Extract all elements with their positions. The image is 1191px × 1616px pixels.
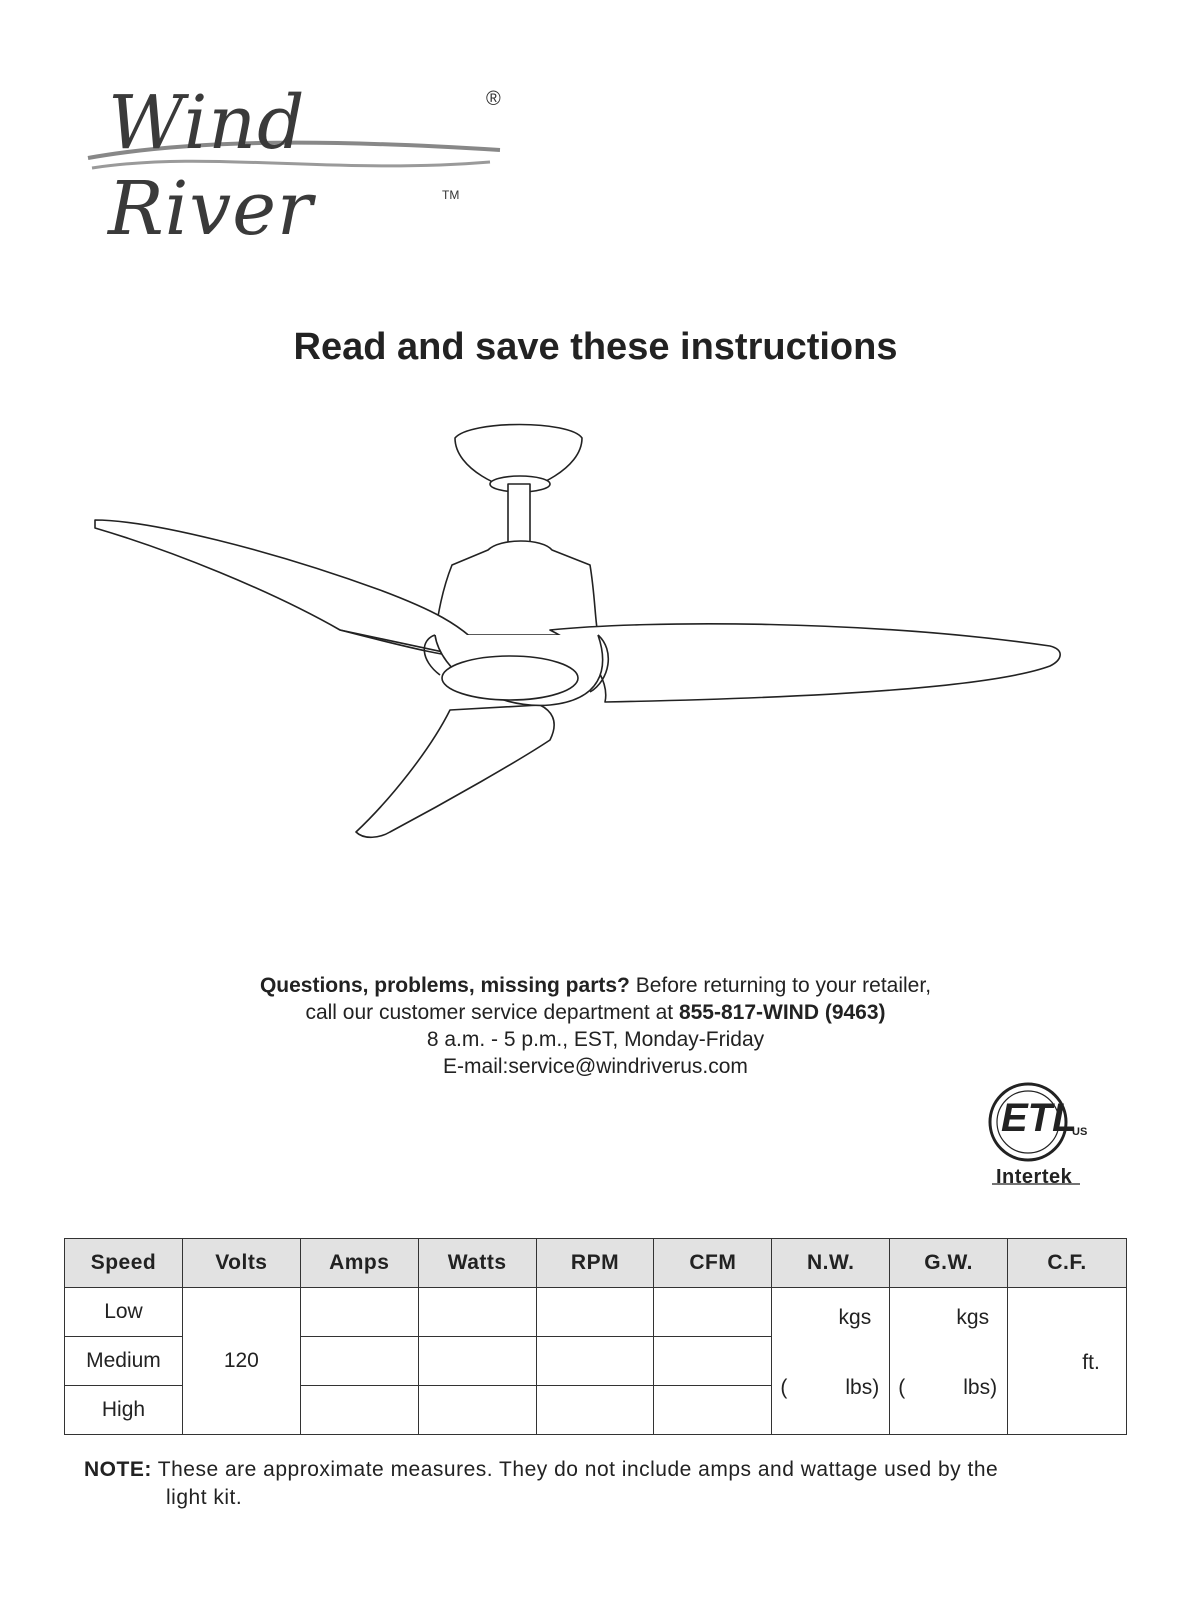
rpm-cell	[536, 1337, 654, 1386]
cfm-cell	[654, 1337, 772, 1386]
col-header-cfm: CFM	[654, 1239, 772, 1288]
etl-region: US	[1072, 1126, 1088, 1138]
contact-call-text: call our customer service department at	[305, 1001, 679, 1024]
net-weight-cell	[772, 1288, 890, 1435]
ceiling-fan-illustration	[90, 420, 1100, 870]
fan-spec-table	[64, 1238, 1127, 1435]
cfm-cell	[654, 1386, 772, 1435]
amps-cell	[300, 1288, 418, 1337]
gw-lbs-open: (	[898, 1376, 906, 1399]
note-text-line-2: light kit.	[166, 1486, 243, 1509]
gw-lbs-label: lbs)	[963, 1376, 998, 1399]
nw-lbs-open: (	[780, 1376, 788, 1399]
speed-high: High	[65, 1386, 183, 1435]
contact-line-2	[0, 999, 1191, 1026]
note-text-line-1: These are approximate measures. They do not include amps and wattage used by the	[151, 1458, 999, 1481]
col-header-nw: N.W.	[772, 1239, 890, 1288]
trademark-mark: TM	[442, 188, 460, 202]
watts-cell	[418, 1288, 536, 1337]
cf-ft-label: ft.	[1082, 1351, 1100, 1374]
contact-line-1	[0, 972, 1191, 999]
rpm-cell	[536, 1288, 654, 1337]
rpm-cell	[536, 1386, 654, 1435]
service-email: E-mail:service@windriverus.com	[443, 1055, 748, 1078]
table-row	[65, 1288, 1127, 1337]
col-header-speed: Speed	[65, 1239, 183, 1288]
customer-service-info	[0, 972, 1191, 1080]
table-header-row	[65, 1239, 1127, 1288]
speed-medium: Medium	[65, 1337, 183, 1386]
col-header-amps: Amps	[300, 1239, 418, 1288]
page-title: Read and save these instructions	[293, 326, 898, 368]
contact-before-returning: Before returning to your retailer,	[629, 974, 932, 997]
col-header-gw: G.W.	[890, 1239, 1008, 1288]
brand-name: Wind River	[108, 80, 314, 252]
col-header-watts: Watts	[418, 1239, 536, 1288]
col-header-cf: C.F.	[1008, 1239, 1127, 1288]
amps-cell	[300, 1337, 418, 1386]
volts-value: 120	[182, 1288, 300, 1435]
note-label: NOTE:	[84, 1458, 152, 1481]
col-header-rpm: RPM	[536, 1239, 654, 1288]
cubic-feet-cell	[1008, 1288, 1127, 1435]
gross-weight-cell	[890, 1288, 1008, 1435]
contact-question: Questions, problems, missing parts?	[259, 974, 630, 997]
speed-low: Low	[65, 1288, 183, 1337]
cfm-cell	[654, 1288, 772, 1337]
phone-number: 855-817-WIND (9463)	[678, 1001, 886, 1024]
registered-mark: ®	[486, 88, 501, 110]
etl-certification-badge	[988, 1082, 1094, 1192]
nw-lbs-label: lbs)	[845, 1376, 880, 1399]
etl-mark: ETL	[1001, 1096, 1077, 1140]
amps-cell	[300, 1386, 418, 1435]
col-header-volts: Volts	[182, 1239, 300, 1288]
watts-cell	[418, 1337, 536, 1386]
gw-kgs-label: kgs	[956, 1306, 990, 1329]
intertek-label: Intertek	[996, 1166, 1073, 1188]
brand-logo	[80, 80, 520, 252]
nw-kgs-label: kgs	[838, 1306, 872, 1329]
measurement-note	[84, 1456, 1094, 1512]
watts-cell	[418, 1386, 536, 1435]
service-hours: 8 a.m. - 5 p.m., EST, Monday-Friday	[426, 1028, 765, 1051]
